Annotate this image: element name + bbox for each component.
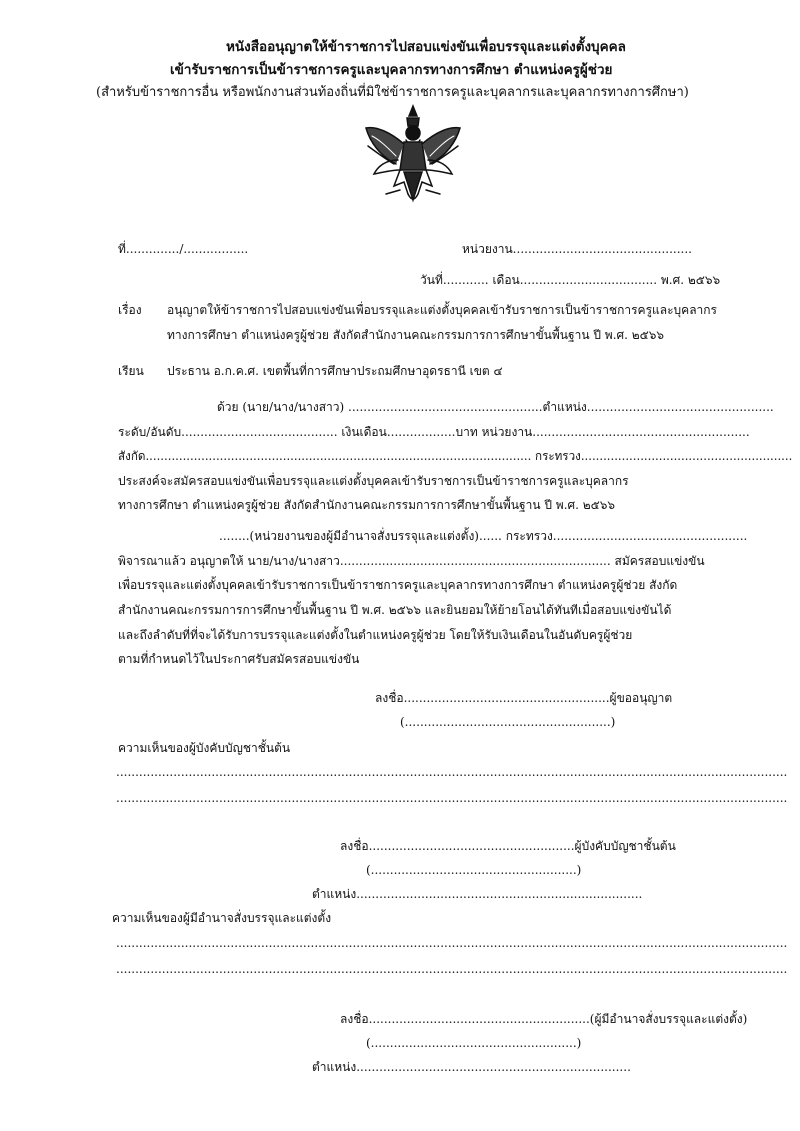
document-title-line-2: เข้ารับราชการเป็นข้าราชการครูและบุคลากรทางการศึกษา ตำแหน่งครูผู้ช่วย — [170, 62, 613, 78]
appointing-authority-opinion-dots-2: ................................................................................................................................................................................ — [116, 962, 788, 976]
recipient-label: เรียน — [118, 364, 144, 378]
supervisor-printed-name: (......................................................) — [366, 863, 582, 877]
applicant-level-salary-line: ระดับ/อันดับ......................................... เงินเดือน..................บาท หน่วยงาน......................................................... — [118, 425, 750, 439]
garuda-emblem-icon — [360, 102, 466, 208]
document-number-field: ที่............../................. — [118, 242, 249, 256]
applicant-signature-line: ลงชื่อ......................................................ผู้ขออนุญาต — [375, 691, 673, 705]
approval-line-4: และถึงลำดับที่ที่จะได้รับการบรรจุและแต่งตั้งในตำแหน่งครูผู้ช่วย โดยให้รับเงินเดือนในอันดับครูผู้ช่วย — [118, 628, 633, 642]
supervisor-opinion-label: ความเห็นของผู้บังคับบัญชาชั้นต้น — [118, 741, 291, 755]
applicant-name-position-line: ด้วย (นาย/นาง/นางสาว) ...................................................ตำแหน่ง................................................. — [217, 400, 774, 414]
issuing-office-field: หน่วยงาน............................................... — [462, 242, 692, 256]
document-date-field: วันที่............ เดือน.................................... พ.ศ. ๒๕๖๖ — [420, 273, 721, 287]
document-subtitle: (สำหรับข้าราชการอื่น หรือพนักงานส่วนท้องถิ่นที่มิใช่ข้าราชการครูและบุคลากรและบุคลากรทางการศึกษา) — [96, 85, 689, 100]
appointing-authority-printed-name: (......................................................) — [366, 1036, 582, 1050]
document-title-line-1: หนังสืออนุญาตให้ข้าราชการไปสอบแข่งขันเพื่อบรรจุและแต่งตั้งบุคคล — [226, 39, 626, 55]
applicant-affiliation-line: สังกัด........................................................................................................ กระทรวง......................................................... — [118, 449, 793, 463]
supervisor-opinion-dots-2: ................................................................................................................................................................................ — [116, 791, 788, 805]
appointing-authority-opinion-label: ความเห็นของผู้มีอำนาจสั่งบรรจุและแต่งตั้ง — [112, 911, 332, 925]
subject-line-2: ทางการศึกษา ตำแหน่งครูผู้ช่วย สังกัดสำนักงานคณะกรรมการการศึกษาขั้นพื้นฐาน ปี พ.ศ. ๒๕๖๖ — [167, 328, 664, 342]
approval-line-3: สำนักงานคณะกรรมการการศึกษาขั้นพื้นฐาน ปี พ.ศ. ๒๕๖๖ และยินยอมให้ย้ายโอนได้ทันทีเมื่อสอบแข่งขันได้ — [118, 603, 672, 617]
appointing-authority-position-line: ตำแหน่ง........................................................................ — [312, 1060, 631, 1074]
purpose-line-2: ทางการศึกษา ตำแหน่งครูผู้ช่วย สังกัดสำนักงานคณะกรรมการการศึกษาขั้นพื้นฐาน ปี พ.ศ. ๒๕๖๖ — [118, 498, 615, 512]
appointing-authority-opinion-dots-1: ................................................................................................................................................................................ — [116, 936, 788, 950]
approval-line-5: ตามที่กำหนดไว้ในประกาศรับสมัครสอบแข่งขัน — [118, 652, 360, 666]
subject-line-1: อนุญาตให้ข้าราชการไปสอบแข่งขันเพื่อบรรจุและแต่งตั้งบุคคลเข้ารับราชการเป็นข้าราชการครูและบุคลากร — [167, 303, 717, 317]
applicant-printed-name: (......................................................) — [400, 715, 616, 729]
subject-label: เรื่อง — [118, 303, 142, 317]
approval-agency-line: ........(หน่วยงานของผู้มีอำนาจสั่งบรรจุและแต่งตั้ง)...... กระทรวง................................................... — [219, 529, 748, 543]
approval-line-1: พิจารณาแล้ว อนุญาตให้ นาย/นาง/นางสาว....................................................................... สมัครสอบแข่งขัน — [118, 554, 705, 568]
recipient-text: ประธาน อ.ก.ค.ศ. เขตพื้นที่การศึกษาประถมศึกษาอุดรธานี เขต ๔ — [167, 364, 503, 378]
approval-line-2: เพื่อบรรจุและแต่งตั้งบุคคลเข้ารับราชการเป็นข้าราชการครูและบุคลากรทางการศึกษา ตำแหน่งครูผู้ช่วย สังกัด — [118, 578, 678, 592]
appointing-authority-signature-line: ลงชื่อ..........................................................(ผู้มีอำนาจสั่งบรรจุและแต่งตั้ง) — [340, 1012, 748, 1026]
supervisor-opinion-dots-1: ................................................................................................................................................................................ — [116, 765, 788, 779]
supervisor-signature-line: ลงชื่อ......................................................ผู้บังคับบัญชาชั้นต้น — [340, 839, 676, 853]
supervisor-position-line: ตำแหน่ง........................................................................... — [312, 887, 643, 901]
purpose-line-1: ประสงค์จะสมัครสอบแข่งขันเพื่อบรรจุและแต่งตั้งบุคคลเข้ารับราชการเป็นข้าราชการครูและบุคลากร — [118, 474, 629, 488]
